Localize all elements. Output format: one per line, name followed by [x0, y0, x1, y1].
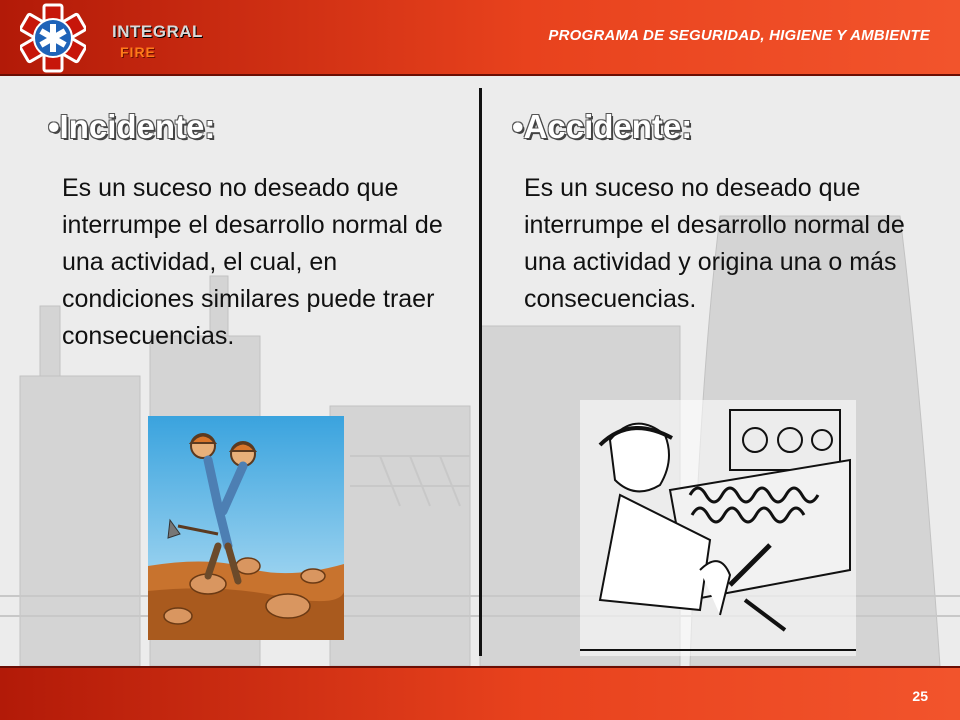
logo-wordmark: INTEGRAL: [112, 22, 203, 41]
incident-illustration: [148, 416, 344, 640]
program-title: PROGRAMA DE SEGURIDAD, HIGIENE Y AMBIENTE: [548, 27, 930, 44]
column-divider: [479, 88, 482, 656]
accidente-description: Es un suceso no deseado que interrumpe el desarrollo normal de una actividad y origina una o más consecuencias.: [524, 174, 905, 313]
integral-fire-logo: [8, 0, 218, 78]
accident-illustration: [580, 400, 856, 656]
incidente-heading: •Incidente:: [48, 108, 216, 145]
accidente-heading: •Accidente:: [512, 108, 693, 145]
page-number: 25: [912, 688, 928, 704]
logo-subword: FIRE: [120, 44, 156, 60]
incidente-description: Es un suceso no deseado que interrumpe el desarrollo normal de una actividad, el cual, en condiciones similares puede traer consecuencias.: [62, 174, 443, 350]
footer-bar: [0, 668, 960, 720]
star-of-life-icon: [20, 2, 86, 74]
